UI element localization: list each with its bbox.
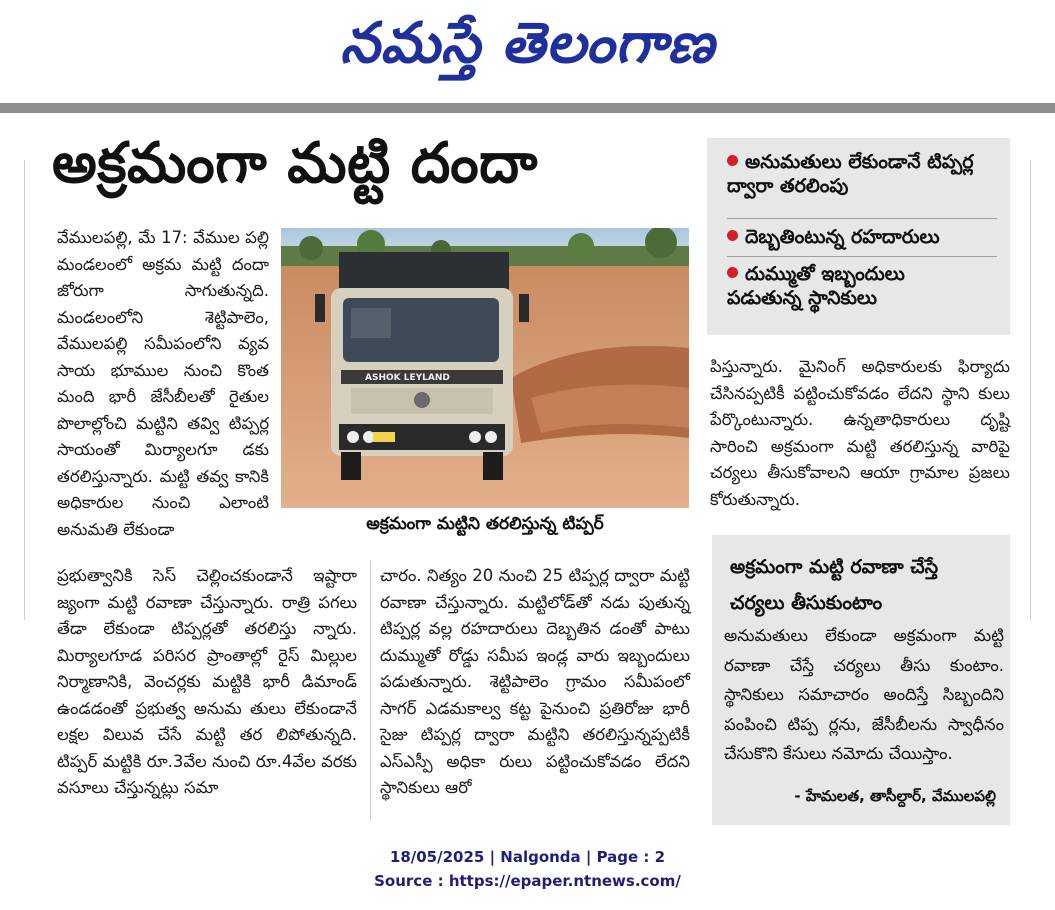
column-divider xyxy=(24,160,25,620)
highlights-box xyxy=(707,138,1010,335)
article-column-1-bottom: ప్రభుత్వానికి సెస్ చెల్లించకుండానే ఇష్టారా జ్యంగా మట్టి రవాణా చేస్తున్నారు. రాత్రి పగలు తేడా లేకుండా టిప్పర్లతో తరలిస్తు న్నారు. మిర్యాలగూడ పరిసర ప్రాంతాల్లో రైస్ మిల్లుల నిర్మాణానికి, వెంచర్లకు మట్టికి భారీ డిమాండ్ ఉండడంతో ప్రభుత్వ అనుమ తులు లేకుండానే లక్షల విలువ చేసే మట్టి తర లిపోతున్నది. టిప్పర్ మట్టికి రూ.3వేల నుంచి రూ.4వేల వరకు వసూలు చేస్తున్నట్లు సమా xyxy=(57,566,357,797)
highlight-item: దుమ్ముతో ఇబ్బందులు పడుతున్న స్థానికులు xyxy=(727,263,905,309)
article-headline: అక్రమంగా మట్టి దందా xyxy=(52,131,538,196)
photo-caption: అక్రమంగా మట్టిని తరలిస్తున్న టిప్పర్ xyxy=(366,514,604,534)
bullet-icon xyxy=(727,155,738,166)
masthead xyxy=(0,0,1055,100)
newspaper-logo: నమస్తే తెలంగాణ xyxy=(340,10,715,76)
tipper-truck-photo xyxy=(281,228,689,508)
official-quote-box xyxy=(712,535,1010,825)
article-column-2: చారం. నిత్యం 20 నుంచి 25 టిప్పర్ల ద్వారా మట్టి రవాణా చేస్తున్నారు. మట్టిలోడ్‌తో నడు పుతున్న టిప్పర్ల వల్ల రహదారులు దెబ్బతిన డంతో పాటు దుమ్ముతో రోడ్డు సమీప ఇండ్ల వారు ఇబ్బందులు పడుతున్నారు. శెట్టిపాలెం గ్రామం సమీపంలో సాగర్ ఎడమకాల్వ కట్ట పైనుంచి ప్రతిరోజు భారీ సైజు టిప్పర్ల ద్వారా మట్టిని తరలిస్తున్నప్పటికీ ఎస్ఎస్పీ అధికా రులు పట్టించుకోవడం లేదని స్థానికులు ఆరో xyxy=(380,566,690,797)
quote-body: అనుమతులు లేకుండా అక్రమంగా మట్టి రవాణా చేస్తే చర్యలు తీసు కుంటాం. స్థానికులు సమాచారం అందిస్తే సిబ్బందిని పంపించి టిప్ప ర్లను, జేసీబీలను స్వాధీనం చేసుకొని కేసులు నమోదు చేయిస్తాం. xyxy=(724,626,1004,763)
highlight-divider xyxy=(727,218,997,219)
article-column-1-top: వేములపల్లి, మే 17: వేముల పల్లి మండలంలో అక్రమ మట్టి దందా జోరుగా సాగుతున్నది. మండలంలోని శెట్టిపాలెం, వేములపల్లి సమీపంలోని వ్యవ సాయ భూముల నుంచి కొంత మంది భారీ జేసీబీలతో రైతుల పొలాల్లోంచి మట్టిని తవ్వి టిప్పర్ల సాయంతో మిర్యాలగూ డకు తరలిస్తున్నారు. మట్టి తవ్వ కానికి అధికారుల నుంచి ఎలాంటి అనుమతి లేకుండా xyxy=(57,228,269,539)
footer-source: Source : https://epaper.ntnews.com/ xyxy=(374,872,681,890)
bullet-icon xyxy=(727,267,738,278)
footer-edition: 18/05/2025 | Nalgonda | Page : 2 xyxy=(389,848,666,866)
highlight-item: దెబ్బతింటున్న రహదారులు xyxy=(727,225,1002,249)
column-divider xyxy=(1030,160,1031,620)
highlight-divider xyxy=(727,256,997,257)
quote-signature: - హేమలత, తాసీల్దార్, వేములపల్లి xyxy=(794,787,996,805)
article-column-3: పిస్తున్నారు. మైనింగ్ అధికారులకు ఫిర్యాదు చేసినప్పటికీ పట్టించుకోవడం లేదని స్థాని కులు పేర్కొంటున్నారు. ఉన్నతాధికారులు దృష్టి సారించి అక్రమంగా మట్టి తరలిస్తున్న వారిపై చర్యలు తీసుకోవాలని ఆయా గ్రామాల ప్రజలు కోరుతున్నారు. xyxy=(710,357,1010,509)
bullet-icon xyxy=(727,230,738,241)
article-photo xyxy=(281,228,689,508)
highlight-item: అనుమతులు లేకుండానే టిప్పర్ల ద్వారా తరలింపు xyxy=(727,151,974,197)
column-divider xyxy=(370,560,371,820)
quote-heading: అక్రమంగా మట్టి రవాణా చేస్తే చర్యలు తీసుకుంటాం xyxy=(730,556,939,614)
truck-brand-text: ASHOK LEYLAND xyxy=(365,373,450,383)
masthead-rule xyxy=(0,103,1055,113)
